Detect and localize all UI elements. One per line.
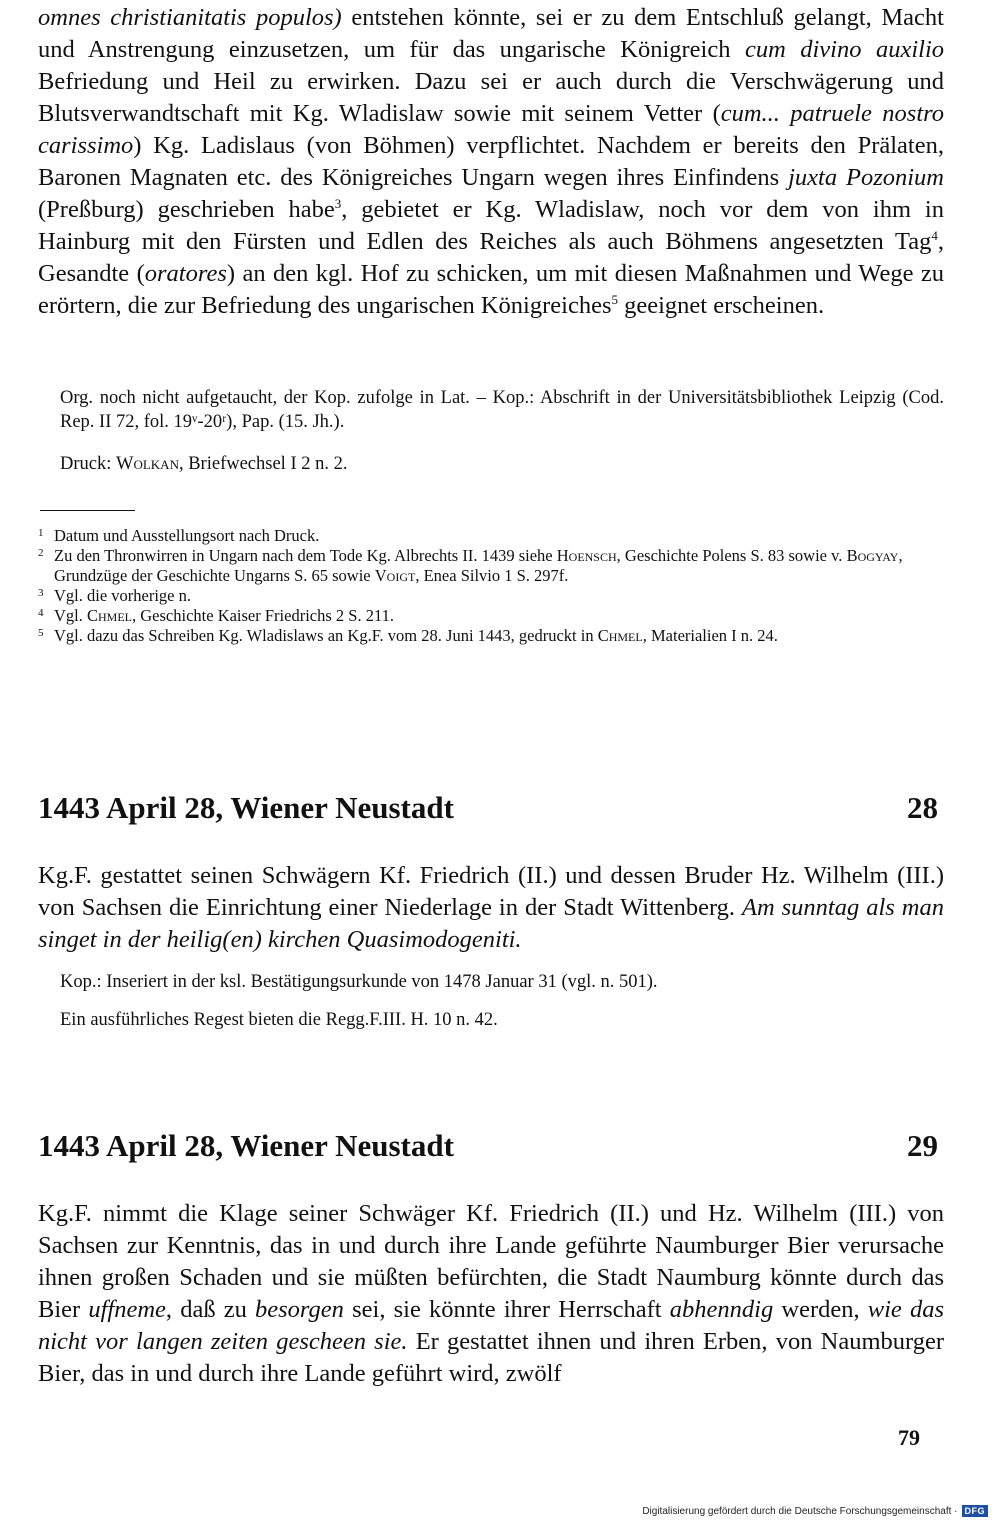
- footnote: 5 Vgl. dazu das Schreiben Kg. Wladislaws an Kg.F. vom 28. Juni 1443, gedruckt in Chmel, Materialien I n. 24.: [38, 626, 778, 645]
- footnote: 3 Vgl. die vorherige n.: [38, 586, 192, 605]
- entry-date-place: 1443 April 28, Wiener Neustadt: [38, 1128, 454, 1163]
- footnote-divider: [40, 510, 135, 511]
- entry-heading: [38, 1128, 938, 1168]
- footnote: 4 Vgl. Chmel, Geschichte Kaiser Friedrichs 2 S. 211.: [38, 606, 394, 625]
- source-note: Kop.: Inseriert in der ksl. Bestätigungsurkunde von 1478 Januar 31 (vgl. n. 501).: [60, 972, 658, 992]
- footnote-ref: 4: [931, 227, 938, 243]
- regest-note: Ein ausführliches Regest bieten die Regg.F.III. H. 10 n. 42.: [60, 1010, 498, 1030]
- footnotes: [38, 526, 944, 646]
- footnote-ref: 5: [611, 291, 618, 307]
- print-note: Druck: Wolkan, Briefwechsel I 2 n. 2.: [60, 454, 348, 474]
- latin-phrase: cum... patruele nostro carissimo: [38, 100, 944, 159]
- entry-date-place: 1443 April 28, Wiener Neustadt: [38, 790, 454, 825]
- dating-clause: Am sunntag als man singet in der heilig(en) kirchen Quasimodogeniti.: [38, 894, 944, 953]
- footnote: 2 Zu den Thronwirren in Ungarn nach dem Tode Kg. Albrechts II. 1439 siehe Hoensch, Geschichte Polens S. 83 sowie v. Bogyay, Grundzüge der Geschichte Ungarns S. 65 sowie Voigt, Enea Silvio 1 S. 297f.: [38, 546, 903, 585]
- source-note: Org. noch nicht aufgetaucht, der Kop. zufolge in Lat. – Kop.: Abschrift in der Universitätsbibliothek Leipzig (Cod. Rep. II 72, fol. 19ᵛ-20ʳ), Pap. (15. Jh.).: [60, 388, 944, 432]
- funding-credit: Digitalisierung gefördert durch die Deutsche Forschungsgemeinschaft · DFG: [642, 1505, 988, 1517]
- latin-phrase: oratores: [144, 260, 227, 287]
- entry-number: 29: [907, 1128, 938, 1163]
- page-number: 79: [898, 1425, 920, 1450]
- intro-paragraph: omnes christianitatis populos) entstehen könnte, sei er zu dem Entschluß gelangt, Macht und Anstrengung einzusetzen, um für das ungarische Königreich cum divino auxilio Befriedung und Heil zu erwirken. Dazu sei er auch durch die Verschwägerung und Blutsverwandtschaft mit Kg. Wladislaw sowie mit seinem Vetter (cum... patruele nostro carissimo) Kg. Ladislaus (von Böhmen) verpflichtet. Nachdem er bereits den Prälaten, Baronen Magnaten etc. des Königreiches Ungarn wegen ihres Einfindens juxta Pozonium (Preßburg) geschrieben habe$^3$, gebietet er Kg. Wladislaw, noch vor dem von ihm in Hainburg mit den Fürsten und Edlen des Reiches als auch Böhmens angesetzten Tag$^4$, Gesandte (oratores) an den kgl. Hof zu schicken, um mit diesen Maßnahmen und Wege zu erörtern, die zur Befriedung des ungarischen Königreiches$^5$ geeignet erscheinen.: [38, 4, 945, 319]
- entry-number: 28: [907, 790, 938, 825]
- dfg-logo-icon: DFG: [962, 1505, 989, 1517]
- footnote-ref: 3: [334, 195, 342, 211]
- footnote: 1 Datum und Ausstellungsort nach Druck.: [38, 526, 320, 545]
- latin-phrase: omnes christianitatis populos): [38, 4, 342, 31]
- latin-phrase: cum divino auxilio: [744, 36, 945, 63]
- entry-abstract: Kg.F. nimmt die Klage seiner Schwäger Kf. Friedrich (II.) und Hz. Wilhelm (III.) von Sachsen zur Kenntnis, das in und durch ihre Lande geführte Naumburger Bier verursache ihnen großen Schaden und sie müßten befürchten, die Stadt Naumburg könnte durch das Bier uffneme, daß zu besorgen sei, sie könnte ihrer Herrschaft abhenndig werden, wie das nicht vor langen zeiten gescheen sie. Er gestattet ihnen und ihren Erben, von Naumburger Bier, das in und durch ihre Lande geführt wird, zwölf: [38, 1200, 944, 1387]
- entry-abstract: Kg.F. gestattet seinen Schwägern Kf. Friedrich (II.) und dessen Bruder Hz. Wilhelm (III.) von Sachsen die Einrichtung einer Niederlage in der Stadt Wittenberg. Am sunntag als man singet in der heilig(en) kirchen Quasimodogeniti.: [38, 862, 944, 953]
- entry-heading: [38, 790, 938, 830]
- latin-phrase: juxta Pozonium: [788, 164, 944, 191]
